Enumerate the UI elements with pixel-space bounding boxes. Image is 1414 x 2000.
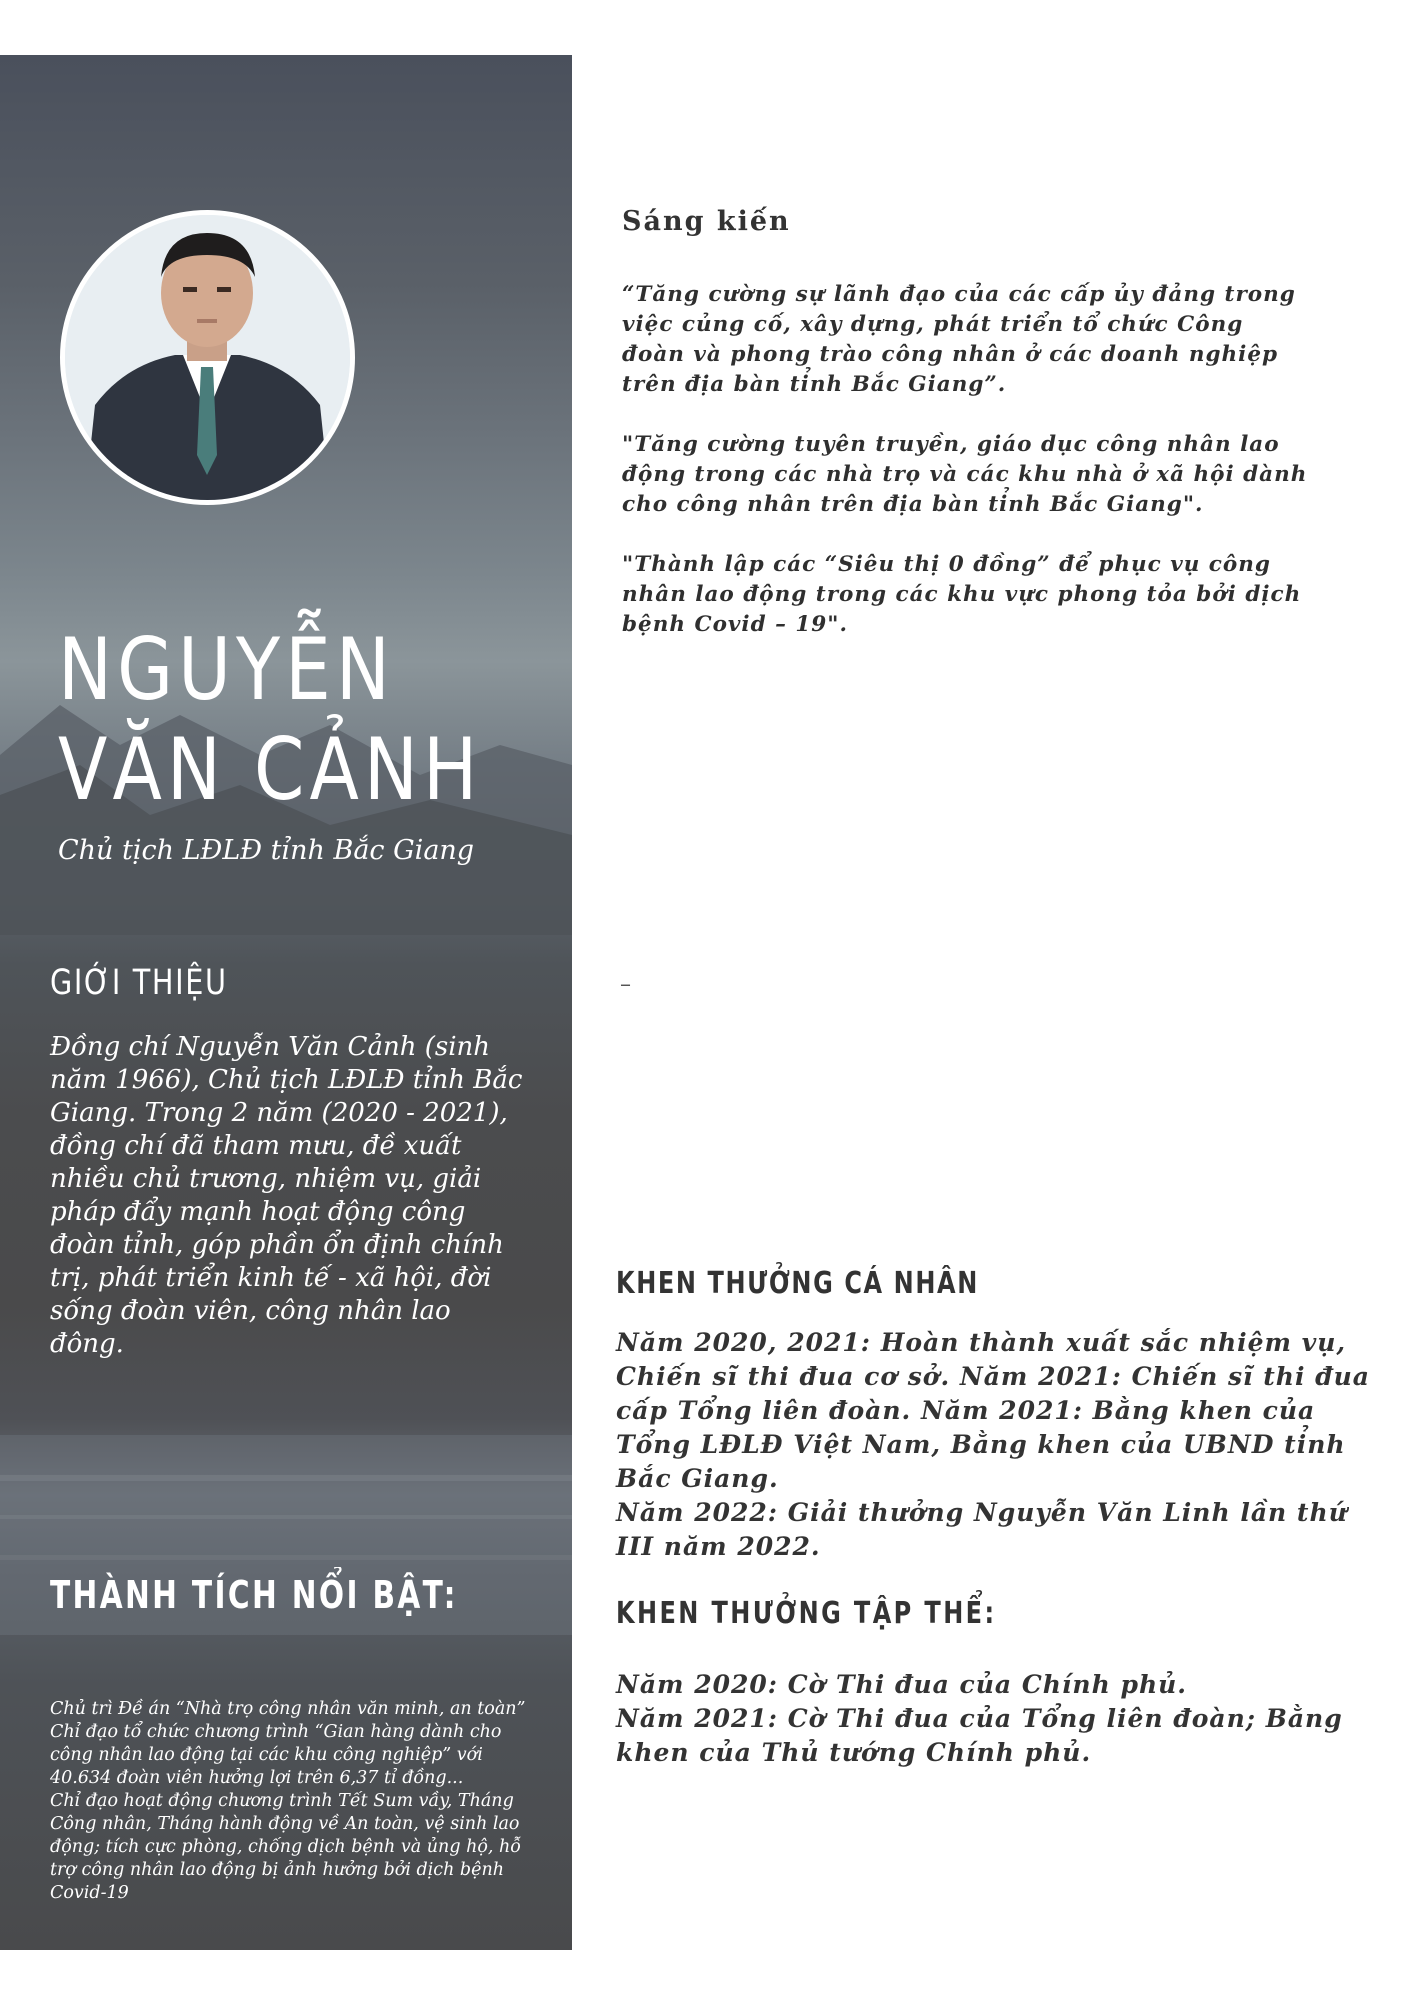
group-awards-title: KHEN THƯỞNG TẬP THỂ:	[616, 1596, 997, 1631]
initiatives-list	[622, 280, 1312, 670]
initiative-item: “Tăng cường sự lãnh đạo của các cấp ủy đảng trong việc củng cố, xây dựng, phát triển tổ chức Công đoàn và phong trào công nhân ở các doanh nghiệp trên địa bàn tỉnh Bắc Giang”.	[622, 282, 1296, 397]
intro-text: Đồng chí Nguyễn Văn Cảnh (sinh năm 1966), Chủ tịch LĐLĐ tỉnh Bắc Giang. Trong 2 năm (2020 - 2021), đồng chí đã tham mưu, đề xuất nhiều chủ trương, nhiệm vụ, giải pháp đẩy mạnh hoạt động công đoàn tỉnh, góp phần ổn định chính trị, phát triển kinh tế - xã hội, đời sống đoàn viên, công nhân lao đông.	[50, 1032, 523, 1359]
dash-mark: –	[620, 972, 631, 997]
name-line-2: VĂN CẢNH	[58, 720, 483, 820]
achievement-item: Chỉ đạo hoạt động chương trình Tết Sum vầy, Tháng Công nhân, Tháng hành động về An toàn, vệ sinh lao động; tích cực phòng, chống dịch bệnh và ủng hộ, hỗ trợ công nhân lao động bị ảnh hưởng bởi dịch bệnh Covid-19	[50, 1791, 521, 1903]
personal-awards-title: KHEN THƯỞNG CÁ NHÂN	[616, 1266, 979, 1301]
person-name	[58, 620, 483, 820]
award-line: Năm 2020, 2021: Hoàn thành xuất sắc nhiệm vụ, Chiến sĩ thi đua cơ sở. Năm 2021: Chiến sĩ thi đua cấp Tổng liên đoàn. Năm 2021: Bằng khen của Tổng LĐLĐ Việt Nam, Bằng khen của UBND tỉnh Bắc Giang.	[616, 1328, 1371, 1493]
portrait-illustration	[65, 215, 350, 500]
initiative-item: "Tăng cường tuyên truyền, giáo dục công nhân lao động trong các nhà trọ và các khu nhà ở xã hội dành cho công nhân trên địa bàn tỉnh Bắc Giang".	[622, 432, 1308, 517]
achievements-list	[50, 1698, 528, 1905]
intro-title: GIỚI THIỆU	[50, 963, 228, 1003]
initiative-item: "Thành lập các “Siêu thị 0 đồng” để phục vụ công nhân lao động trong các khu vực phong tỏa bởi dịch bệnh Covid – 19".	[622, 552, 1302, 637]
portrait-photo	[60, 210, 355, 505]
personal-awards-text	[616, 1326, 1376, 1564]
achievements-title: THÀNH TÍCH NỔI BẬT:	[50, 1573, 458, 1617]
initiatives-title: Sáng kiến	[622, 206, 791, 237]
group-awards-text	[616, 1668, 1376, 1770]
profile-sidebar	[0, 55, 572, 1950]
award-line: Năm 2021: Cờ Thi đua của Tổng liên đoàn; Bằng khen của Thủ tướng Chính phủ.	[616, 1704, 1343, 1767]
award-line: Năm 2022: Giải thưởng Nguyễn Văn Linh lần thứ III năm 2022.	[616, 1498, 1348, 1561]
person-role: Chủ tịch LĐLĐ tỉnh Bắc Giang	[58, 835, 475, 866]
achievement-item: Chủ trì Đề án “Nhà trọ công nhân văn minh, an toàn”	[50, 1699, 526, 1719]
name-line-1: NGUYỄN	[58, 620, 395, 720]
award-line: Năm 2020: Cờ Thi đua của Chính phủ.	[616, 1670, 1187, 1699]
achievement-item: Chỉ đạo tổ chức chương trình “Gian hàng dành cho công nhân lao động tại các khu công nghiệp” với 40.634 đoàn viên hưởng lợi trên 6,37 tỉ đồng...	[50, 1722, 502, 1788]
